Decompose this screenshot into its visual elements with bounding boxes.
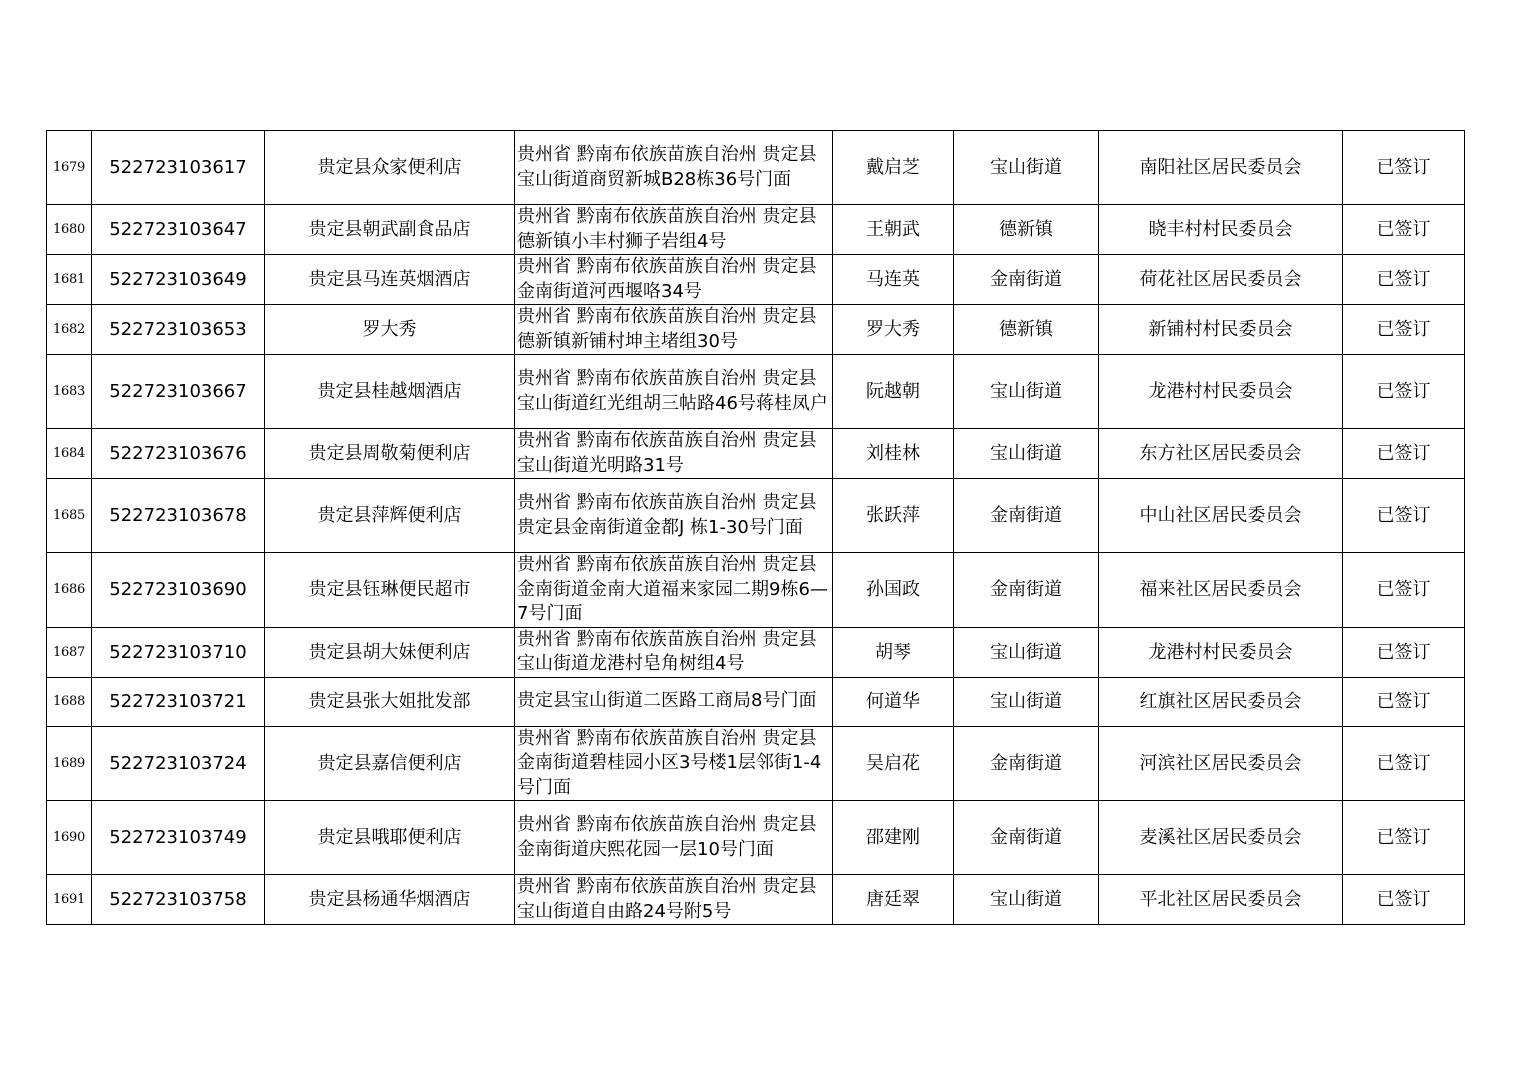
sign-status: 已签订 bbox=[1343, 355, 1465, 429]
store-address: 贵州省 黔南布依族苗族自治州 贵定县宝山街道自由路24号附5号 bbox=[515, 875, 833, 925]
store-name: 贵定县哦耶便利店 bbox=[265, 801, 515, 875]
owner-name: 吴启花 bbox=[833, 726, 954, 801]
store-address: 贵州省 黔南布依族苗族自治州 贵定县宝山街道龙港村皂角树组4号 bbox=[515, 627, 833, 677]
row-number: 1685 bbox=[47, 479, 92, 553]
sign-status: 已签订 bbox=[1343, 677, 1465, 726]
license-code: 522723103649 bbox=[92, 255, 265, 305]
store-address: 贵定县宝山街道二医路工商局8号门面 bbox=[515, 677, 833, 726]
sign-status: 已签订 bbox=[1343, 553, 1465, 628]
row-number: 1681 bbox=[47, 255, 92, 305]
row-number: 1683 bbox=[47, 355, 92, 429]
committee-name: 龙港村村民委员会 bbox=[1099, 355, 1343, 429]
town-name: 宝山街道 bbox=[954, 429, 1099, 479]
store-name: 罗大秀 bbox=[265, 305, 515, 355]
table-row bbox=[47, 801, 1465, 875]
town-name: 德新镇 bbox=[954, 205, 1099, 255]
row-number: 1682 bbox=[47, 305, 92, 355]
store-name: 贵定县张大姐批发部 bbox=[265, 677, 515, 726]
owner-name: 戴启芝 bbox=[833, 131, 954, 205]
committee-name: 晓丰村村民委员会 bbox=[1099, 205, 1343, 255]
store-name: 贵定县杨通华烟酒店 bbox=[265, 875, 515, 925]
town-name: 宝山街道 bbox=[954, 875, 1099, 925]
committee-name: 中山社区居民委员会 bbox=[1099, 479, 1343, 553]
owner-name: 马连英 bbox=[833, 255, 954, 305]
sign-status: 已签订 bbox=[1343, 429, 1465, 479]
table-row bbox=[47, 255, 1465, 305]
sign-status: 已签订 bbox=[1343, 305, 1465, 355]
table-row bbox=[47, 627, 1465, 677]
table-row bbox=[47, 131, 1465, 205]
row-number: 1679 bbox=[47, 131, 92, 205]
row-number: 1686 bbox=[47, 553, 92, 628]
table-row bbox=[47, 355, 1465, 429]
store-address: 贵州省 黔南布依族苗族自治州 贵定县宝山街道商贸新城B28栋36号门面 bbox=[515, 131, 833, 205]
table-row bbox=[47, 479, 1465, 553]
town-name: 德新镇 bbox=[954, 305, 1099, 355]
row-number: 1684 bbox=[47, 429, 92, 479]
license-code: 522723103710 bbox=[92, 627, 265, 677]
town-name: 金南街道 bbox=[954, 479, 1099, 553]
license-code: 522723103749 bbox=[92, 801, 265, 875]
owner-name: 胡琴 bbox=[833, 627, 954, 677]
table-row bbox=[47, 205, 1465, 255]
store-name: 贵定县朝武副食品店 bbox=[265, 205, 515, 255]
committee-name: 福来社区居民委员会 bbox=[1099, 553, 1343, 628]
store-name: 贵定县嘉信便利店 bbox=[265, 726, 515, 801]
table-row bbox=[47, 726, 1465, 801]
license-code: 522723103647 bbox=[92, 205, 265, 255]
town-name: 金南街道 bbox=[954, 726, 1099, 801]
row-number: 1690 bbox=[47, 801, 92, 875]
town-name: 宝山街道 bbox=[954, 677, 1099, 726]
row-number: 1691 bbox=[47, 875, 92, 925]
license-code: 522723103667 bbox=[92, 355, 265, 429]
table-row bbox=[47, 305, 1465, 355]
sign-status: 已签订 bbox=[1343, 627, 1465, 677]
store-name: 贵定县周敬菊便利店 bbox=[265, 429, 515, 479]
retailer-table bbox=[46, 130, 1465, 925]
sign-status: 已签订 bbox=[1343, 131, 1465, 205]
committee-name: 新铺村村民委员会 bbox=[1099, 305, 1343, 355]
sign-status: 已签订 bbox=[1343, 479, 1465, 553]
table-row bbox=[47, 429, 1465, 479]
committee-name: 龙港村村民委员会 bbox=[1099, 627, 1343, 677]
owner-name: 张跃萍 bbox=[833, 479, 954, 553]
store-name: 贵定县萍辉便利店 bbox=[265, 479, 515, 553]
store-address: 贵州省 黔南布依族苗族自治州 贵定县宝山街道红光组胡三帖路46号蒋桂凤户 bbox=[515, 355, 833, 429]
store-address: 贵州省 黔南布依族苗族自治州 贵定县贵定县金南街道金都J 栋1-30号门面 bbox=[515, 479, 833, 553]
store-address: 贵州省 黔南布依族苗族自治州 贵定县金南街道金南大道福来家园二期9栋6—7号门面 bbox=[515, 553, 833, 628]
town-name: 宝山街道 bbox=[954, 627, 1099, 677]
table-row bbox=[47, 553, 1465, 628]
table-row bbox=[47, 677, 1465, 726]
store-address: 贵州省 黔南布依族苗族自治州 贵定县德新镇小丰村狮子岩组4号 bbox=[515, 205, 833, 255]
store-name: 贵定县胡大妹便利店 bbox=[265, 627, 515, 677]
committee-name: 河滨社区居民委员会 bbox=[1099, 726, 1343, 801]
license-code: 522723103724 bbox=[92, 726, 265, 801]
license-code: 522723103721 bbox=[92, 677, 265, 726]
town-name: 金南街道 bbox=[954, 255, 1099, 305]
sign-status: 已签订 bbox=[1343, 875, 1465, 925]
town-name: 金南街道 bbox=[954, 553, 1099, 628]
owner-name: 邵建刚 bbox=[833, 801, 954, 875]
owner-name: 唐廷翠 bbox=[833, 875, 954, 925]
store-name: 贵定县众家便利店 bbox=[265, 131, 515, 205]
store-address: 贵州省 黔南布依族苗族自治州 贵定县德新镇新铺村坤主堵组30号 bbox=[515, 305, 833, 355]
owner-name: 阮越朝 bbox=[833, 355, 954, 429]
sign-status: 已签订 bbox=[1343, 205, 1465, 255]
license-code: 522723103617 bbox=[92, 131, 265, 205]
store-name: 贵定县钰琳便民超市 bbox=[265, 553, 515, 628]
license-code: 522723103758 bbox=[92, 875, 265, 925]
license-code: 522723103690 bbox=[92, 553, 265, 628]
owner-name: 孙国政 bbox=[833, 553, 954, 628]
sign-status: 已签订 bbox=[1343, 726, 1465, 801]
owner-name: 罗大秀 bbox=[833, 305, 954, 355]
owner-name: 王朝武 bbox=[833, 205, 954, 255]
committee-name: 麦溪社区居民委员会 bbox=[1099, 801, 1343, 875]
owner-name: 何道华 bbox=[833, 677, 954, 726]
sign-status: 已签订 bbox=[1343, 801, 1465, 875]
table-body bbox=[47, 131, 1465, 925]
owner-name: 刘桂林 bbox=[833, 429, 954, 479]
store-address: 贵州省 黔南布依族苗族自治州 贵定县宝山街道光明路31号 bbox=[515, 429, 833, 479]
committee-name: 东方社区居民委员会 bbox=[1099, 429, 1343, 479]
town-name: 宝山街道 bbox=[954, 355, 1099, 429]
store-name: 贵定县马连英烟酒店 bbox=[265, 255, 515, 305]
row-number: 1687 bbox=[47, 627, 92, 677]
committee-name: 平北社区居民委员会 bbox=[1099, 875, 1343, 925]
table-row bbox=[47, 875, 1465, 925]
store-name: 贵定县桂越烟酒店 bbox=[265, 355, 515, 429]
committee-name: 荷花社区居民委员会 bbox=[1099, 255, 1343, 305]
town-name: 金南街道 bbox=[954, 801, 1099, 875]
row-number: 1689 bbox=[47, 726, 92, 801]
license-code: 522723103653 bbox=[92, 305, 265, 355]
store-address: 贵州省 黔南布依族苗族自治州 贵定县金南街道河西堰咯34号 bbox=[515, 255, 833, 305]
committee-name: 南阳社区居民委员会 bbox=[1099, 131, 1343, 205]
license-code: 522723103676 bbox=[92, 429, 265, 479]
store-address: 贵州省 黔南布依族苗族自治州 贵定县金南街道庆熙花园一层10号门面 bbox=[515, 801, 833, 875]
committee-name: 红旗社区居民委员会 bbox=[1099, 677, 1343, 726]
town-name: 宝山街道 bbox=[954, 131, 1099, 205]
store-address: 贵州省 黔南布依族苗族自治州 贵定县金南街道碧桂园小区3号楼1层邻街1-4号门面 bbox=[515, 726, 833, 801]
row-number: 1680 bbox=[47, 205, 92, 255]
license-code: 522723103678 bbox=[92, 479, 265, 553]
row-number: 1688 bbox=[47, 677, 92, 726]
sign-status: 已签订 bbox=[1343, 255, 1465, 305]
